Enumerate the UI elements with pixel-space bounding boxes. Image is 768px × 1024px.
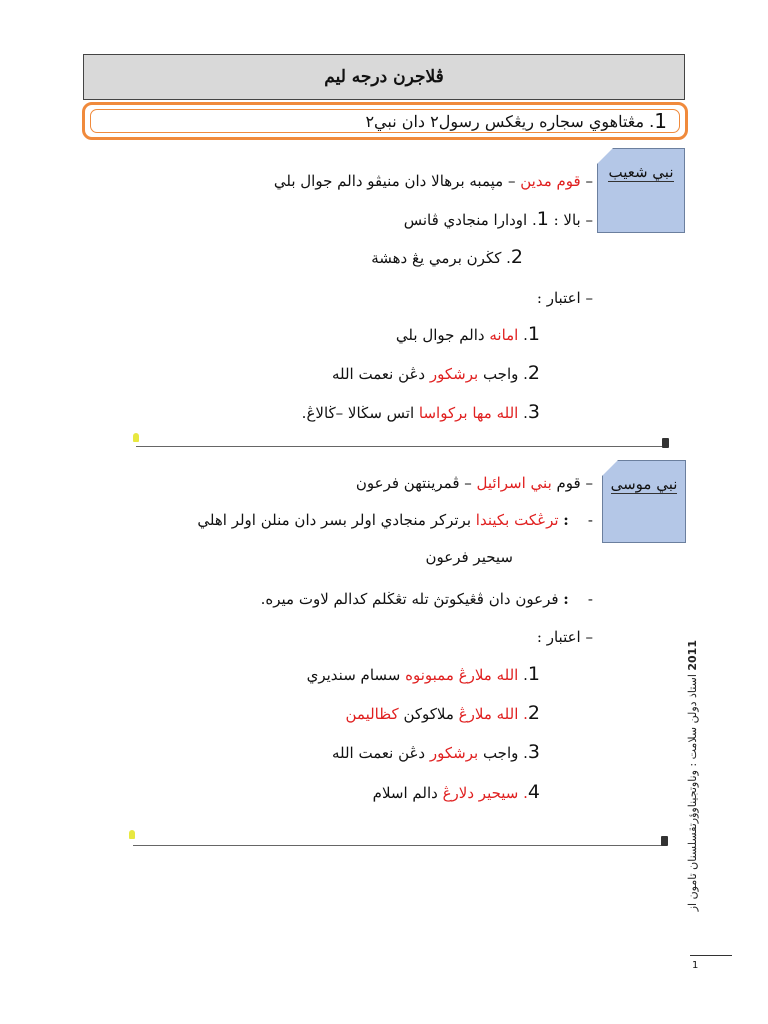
s2-line1-rest: – ڤمرينتهن فرعون [355,474,477,492]
bulb-icon [133,433,139,442]
page-title-text: ڤلاجرن درجه ليم [324,67,444,87]
s2-line1-red: بني اسرائيل [476,474,552,492]
s2-item1-rest: سسام سنديري [306,666,406,684]
paragraph-mark-icon [661,836,668,846]
label-nabi-musa [602,460,686,543]
s2-item-1: 1. الله ملارڠ ممبونوه سسام سنديري [306,663,540,685]
paragraph-mark-icon [662,438,669,448]
s2-line1 [356,474,593,492]
s1-item1-rest: دالم جوال بلي [395,326,490,344]
label-text: نبي شعيب [608,163,674,181]
s2-line3-colon: : [563,590,569,608]
s2-line3-dash: - [587,590,593,608]
s1-line2-text: – بالا : [548,211,593,229]
s1-line1-red: قوم مدين [520,172,581,190]
s1-line3-num: 2 [510,246,523,268]
topic-inner [90,109,680,133]
s2-line3 [261,590,593,608]
s2-item-3 [332,741,540,763]
s1-line1-prefix: – [580,172,593,190]
footer-year: 2011 [686,640,699,671]
s2-iktibar: – اعتبار : [536,628,593,646]
s2-item1-num: 1 [527,663,540,685]
s2-line2-rest: برترکر منجادي اولر بسر دان منلن اولر اهلي [197,511,476,529]
s1-line1 [274,172,593,190]
label-fold [602,460,618,476]
bulb-icon [129,830,135,839]
s2-item3-red: برشكور [429,744,479,762]
section-divider [133,845,665,846]
page-title [83,54,685,100]
s2-line3-rest: فرعون دان ڤڠيكوتڽ تله تڠڬلم كدالم لاوت ميره. [260,590,559,608]
s1-item3-red: الله مها بركواسا [418,404,519,422]
vertical-footer [686,640,708,940]
s1-item1-red: امانه [489,326,519,344]
footer-rule [690,955,732,956]
s1-item-3: 3. الله مها بركواسا اتس سڬالا –ڬالاڠ. [301,401,540,423]
s2-line2-colon: : [563,511,569,529]
s2-item4-red: . سيحير دلارڠ [442,784,528,802]
s1-item2-red: برشكور [429,365,479,383]
s2-item3-num: 3 [527,741,540,763]
s1-line3-rest: . كڬرن برمي يڠ دهشة [371,249,511,267]
label-text: نبي موسى [610,475,678,493]
topic-text: . مڠتاهوي سجاره ريڠكس رسول٢ دان نبي٢ [365,111,655,131]
s2-item1-red: الله ملارڠ ممبونوه [405,666,519,684]
s2-line2-red: ترڠكت بكيندا [475,511,559,529]
s2-item3-pre: . واجب [478,744,528,762]
s2-item4-rest: دالم اسلام [372,784,443,802]
page-number: 1 [692,960,699,971]
s1-item-1: 1. امانه دالم جوال بلي [395,323,540,345]
s1-item2-pre: . واجب [478,365,528,383]
s2-line2b: سيحير فرعون [425,548,513,566]
s1-item2-rest: دڠن نعمت الله [331,365,430,383]
topic-box [82,102,688,140]
s2-item2-red: . الله ملارڠ [458,705,528,723]
s1-line3 [371,246,523,268]
s1-line2-num: 1 [536,208,549,230]
s2-item4-num: 4 [527,781,540,803]
s1-iktibar: – اعتبار : [536,289,593,307]
s1-item2-num: 2 [527,362,540,384]
label-fold [597,148,613,164]
s1-line2 [404,208,593,230]
s2-item2-red2: كظاليمن [345,705,399,723]
s1-item3-num: 3 [527,401,540,423]
s2-item-4 [373,781,540,803]
s1-line1-rest: – مپمبه برهالا دان منيڤو دالم جوال بلي [273,172,521,190]
s1-item1-num: 1 [527,323,540,345]
s1-item3-rest: اتس سڬالا –ڬالاڠ. [301,404,419,422]
s2-item3-rest: دڠن نعمت الله [331,744,430,762]
s2-line2 [197,511,593,529]
topic-number: 1 [654,109,667,133]
s2-line2-dash: - [587,511,593,529]
s2-line1-pre: – قوم [551,474,593,492]
s2-item2-num: 2 [527,702,540,724]
s2-item-2 [345,702,540,724]
s1-item-2 [332,362,540,384]
s1-line2-rest: . اودارا منجادي ڤانس [403,211,537,229]
label-nabi-syuaib [597,148,685,233]
footer-author: استاذ دولن سلامت : وناوتجيناوؤرتقسلسنان تامون از [686,674,699,912]
section-divider [136,446,666,447]
s2-item2-rest: ملاكوكن [398,705,459,723]
